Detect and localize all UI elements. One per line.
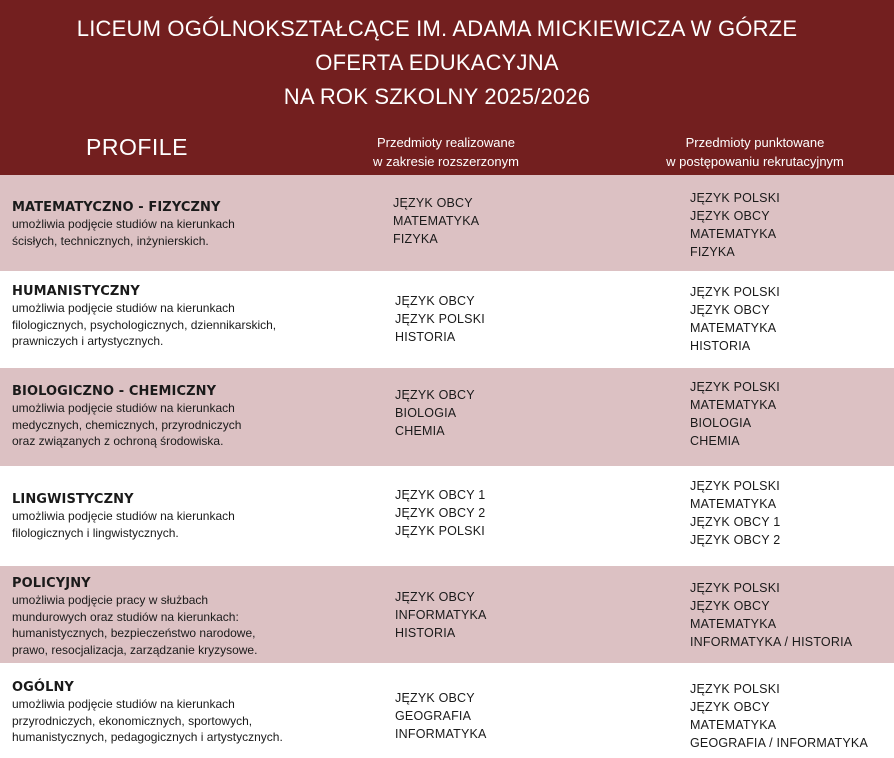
profile-name: OGÓLNY [12, 680, 74, 695]
subject-item: CHEMIA [395, 424, 445, 438]
subject-item: JĘZYK OBCY [690, 303, 770, 317]
profile-desc-line: filologicznych i lingwistycznych. [12, 525, 179, 540]
profile-desc-line: umożliwia podjęcie studiów na kierunkach [12, 401, 235, 415]
offer-title: OFERTA EDUKACYJNA [315, 50, 559, 75]
subject-item: MATEMATYKA [690, 497, 777, 511]
profile-desc-line: mundurowych oraz studiów na kierunkach: [12, 609, 239, 624]
subject-item: JĘZYK POLSKI [690, 682, 780, 696]
subject-item: HISTORIA [690, 339, 751, 353]
profile-desc-line: umożliwia podjęcie pracy w służbach [12, 593, 209, 607]
scored-subjects [690, 477, 780, 549]
profile-cell [12, 679, 312, 746]
profile-desc-line: umożliwia podjęcie studiów na kierunkach [12, 217, 235, 231]
subject-item: INFORMATYKA [395, 608, 487, 622]
table-row [0, 175, 894, 271]
profile-name: POLICYJNY [12, 576, 91, 591]
column-header-profile: PROFILE [86, 134, 188, 160]
subject-item: MATEMATYKA [690, 227, 777, 241]
profile-desc-line: ścisłych, technicznych, inżynierskich. [12, 233, 209, 248]
subject-item: JĘZYK OBCY [395, 294, 475, 308]
profile-cell [12, 491, 312, 541]
profile-desc-line: umożliwia podjęcie studiów na kierunkach [12, 509, 235, 523]
profile-desc-line: humanistycznych, bezpieczeństwo narodowe, [12, 626, 256, 640]
profile-desc-line: przyrodniczych, ekonomicznych, sportowych, [12, 713, 253, 728]
profile-desc-line: filologicznych, psychologicznych, dziennikarskich, [12, 317, 277, 332]
subject-item: INFORMATYKA [395, 727, 487, 741]
profile-desc-line: prawo, resocjalizacja, zarządzanie kryzysowe. [12, 642, 258, 657]
profile-desc-line: humanistycznych, pedagogicznych i artystycznych. [12, 730, 283, 744]
school-year: NA ROK SZKOLNY 2025/2026 [283, 84, 591, 109]
subject-item: JĘZYK OBCY [690, 700, 770, 714]
profile-desc-line: prawniczych i artystycznych. [12, 334, 164, 348]
column-header-extended-line: w zakresie rozszerzonym [373, 154, 519, 169]
subject-item: MATEMATYKA [690, 617, 777, 631]
extended-subjects [395, 689, 487, 743]
subject-item: JĘZYK OBCY 1 [690, 515, 781, 529]
subject-item: BIOLOGIA [395, 406, 457, 420]
column-header-extended [336, 133, 556, 171]
scored-subjects [690, 283, 780, 355]
column-header-extended-line: Przedmioty realizowane [376, 135, 515, 150]
subject-item: GEOGRAFIA / INFORMATYKA [690, 736, 869, 750]
profile-desc-line: umożliwia podjęcie studiów na kierunkach [12, 301, 235, 315]
school-name: LICEUM OGÓLNOKSZTAŁCĄCE IM. ADAMA MICKIEWICZA W GÓRZE [76, 16, 798, 41]
subject-item: MATEMATYKA [393, 214, 480, 228]
subject-item: FIZYKA [393, 232, 438, 246]
subject-item: JĘZYK OBCY 2 [395, 506, 486, 520]
subject-item: JĘZYK POLSKI [690, 380, 780, 394]
profile-desc-line: oraz związanych z ochroną środowiska. [12, 434, 224, 448]
profile-desc-line: umożliwia podjęcie studiów na kierunkach [12, 697, 235, 711]
table-row [0, 271, 894, 368]
scored-subjects [690, 579, 852, 651]
subject-item: MATEMATYKA [690, 321, 777, 335]
column-header-scored-line: w postępowaniu rekrutacyjnym [666, 154, 844, 169]
subject-item: JĘZYK POLSKI [690, 191, 780, 205]
subject-item: JĘZYK OBCY 2 [690, 533, 781, 547]
subject-item: JĘZYK POLSKI [690, 285, 780, 299]
subject-item: JĘZYK POLSKI [690, 479, 780, 493]
profile-cell [12, 575, 312, 658]
table-row [0, 566, 894, 663]
subject-item: JĘZYK OBCY [395, 691, 475, 705]
column-header-scored [630, 133, 880, 171]
profile-cell [12, 283, 312, 350]
subject-item: JĘZYK OBCY [395, 388, 475, 402]
subject-item: JĘZYK OBCY [393, 196, 473, 210]
subject-item: GEOGRAFIA [395, 709, 472, 723]
table-row [0, 663, 894, 758]
subject-item: JĘZYK POLSKI [395, 524, 485, 538]
subject-item: JĘZYK POLSKI [690, 581, 780, 595]
profile-name: MATEMATYCZNO - FIZYCZNY [12, 200, 221, 215]
subject-item: JĘZYK OBCY [690, 599, 770, 613]
subject-item: MATEMATYKA [690, 718, 777, 732]
subject-item: JĘZYK POLSKI [395, 312, 485, 326]
subject-item: CHEMIA [690, 434, 740, 448]
scored-subjects [690, 378, 780, 450]
profile-name: BIOLOGICZNO - CHEMICZNY [12, 384, 217, 399]
subject-item: INFORMATYKA / HISTORIA [690, 635, 853, 649]
extended-subjects [395, 386, 475, 440]
extended-subjects [393, 194, 479, 248]
profile-desc-line: medycznych, chemicznych, przyrodniczych [12, 417, 242, 432]
extended-subjects [395, 486, 485, 540]
header-banner [0, 0, 894, 175]
column-header-scored-line: Przedmioty punktowane [685, 135, 825, 150]
profile-name: HUMANISTYCZNY [12, 284, 140, 299]
scored-subjects [690, 189, 780, 261]
subject-item: HISTORIA [395, 330, 456, 344]
profile-cell [12, 383, 312, 450]
extended-subjects [395, 292, 485, 346]
subject-item: FIZYKA [690, 245, 735, 259]
subject-item: JĘZYK OBCY [690, 209, 770, 223]
subject-item: MATEMATYKA [690, 398, 777, 412]
profile-cell [12, 199, 312, 249]
subject-item: JĘZYK OBCY 1 [395, 488, 486, 502]
subject-item: BIOLOGIA [690, 416, 752, 430]
table-row [0, 368, 894, 466]
extended-subjects [395, 588, 487, 642]
scored-subjects [690, 680, 868, 752]
table-row [0, 466, 894, 566]
profile-name: LINGWISTYCZNY [12, 492, 134, 507]
subject-item: HISTORIA [395, 626, 456, 640]
subject-item: JĘZYK OBCY [395, 590, 475, 604]
